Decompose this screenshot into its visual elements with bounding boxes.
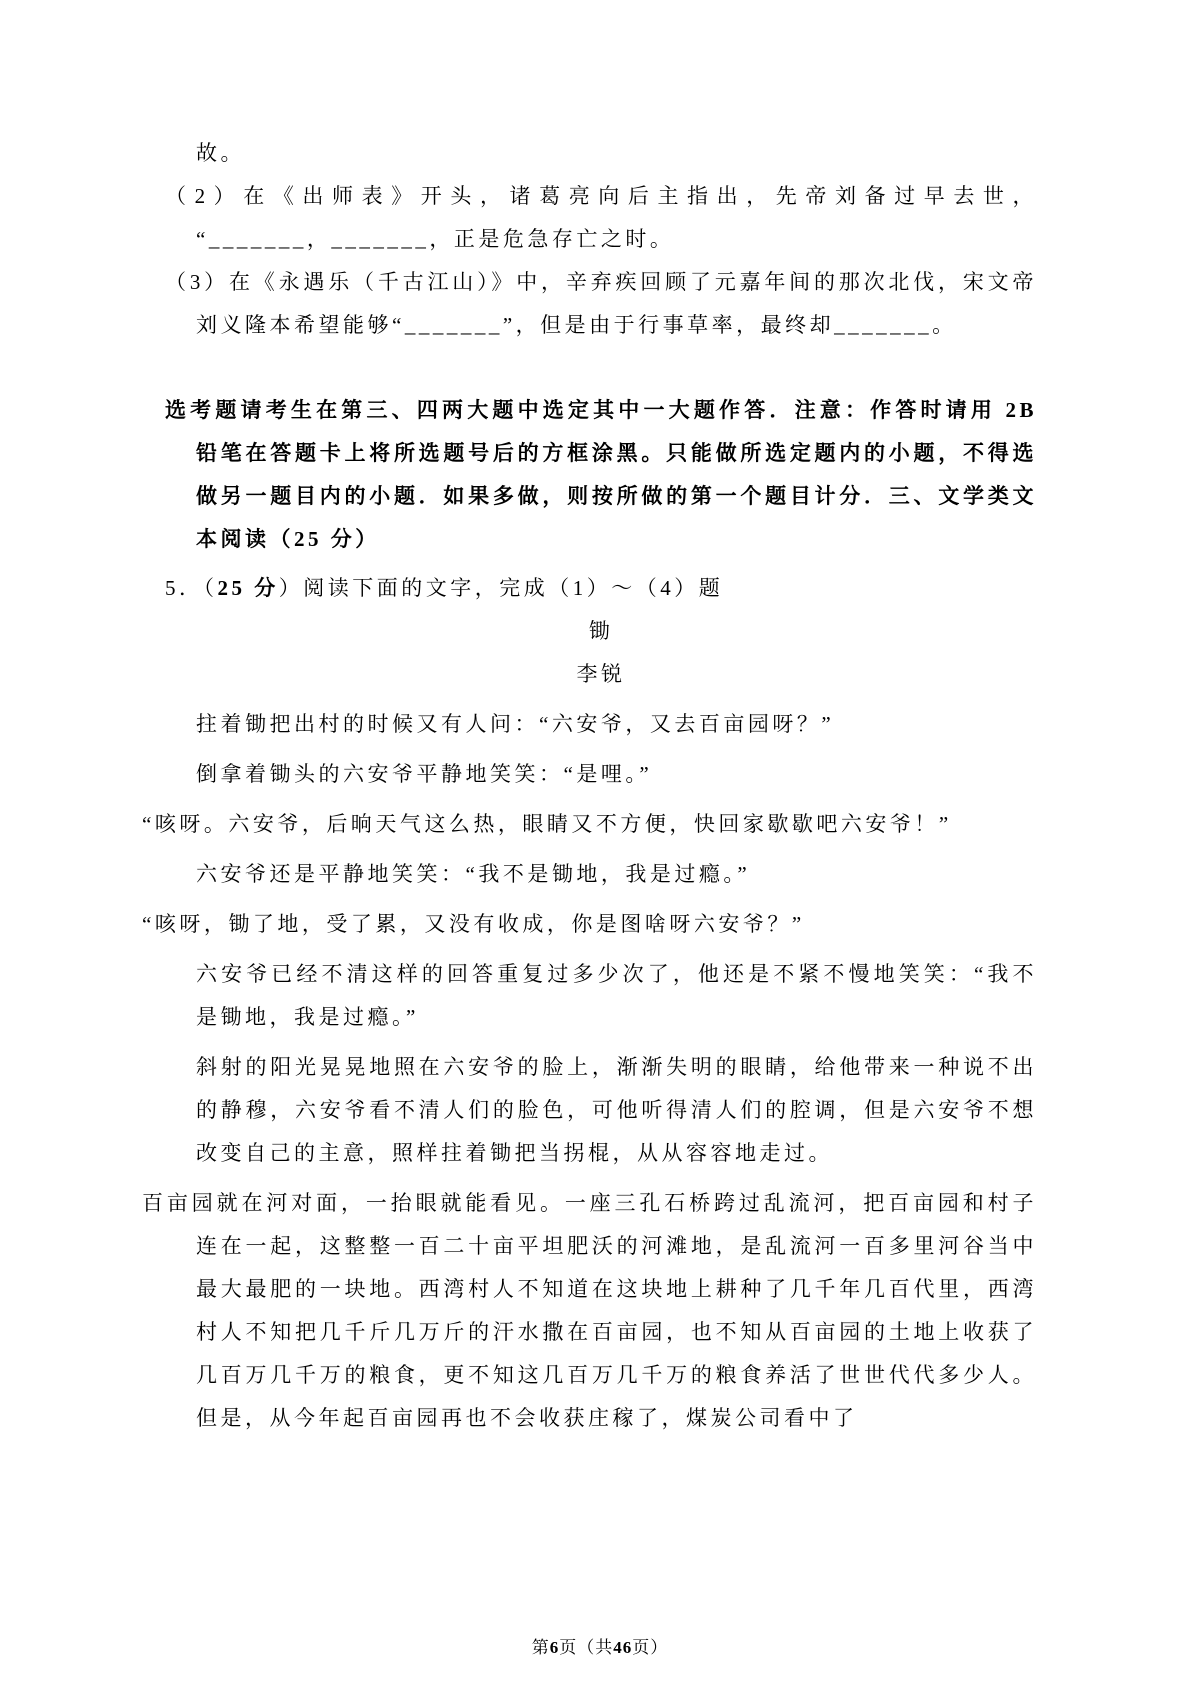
story-paragraph: 斜射的阳光晃晃地照在六安爷的脸上，渐渐失明的眼睛，给他带来一种说不出的静穆，六安爷看不清人们的脸色，可他听得清人们的腔调，但是六安爷不想改变自己的主意，照样拄着锄把当拐棍，从从容容地走过。 xyxy=(196,1055,1037,1165)
question-5-number: 5．（ xyxy=(165,576,218,600)
footer-text: 第 xyxy=(531,1638,550,1657)
story-paragraph: “咳呀，锄了地，受了累，又没有收成，你是图啥呀六安爷？” xyxy=(142,912,805,936)
question-5-points: 25 分 xyxy=(217,576,279,600)
previous-paragraph-tail: 故。 xyxy=(196,141,245,165)
fill-blank-item-2-line1: （2）在《出师表》开头，诸葛亮向后主指出，先帝刘备过早去世， xyxy=(165,184,1037,208)
story-body xyxy=(142,703,1037,1440)
story-paragraph: “咳呀。六安爷，后晌天气这么热，眼睛又不方便，快回家歇歇吧六安爷！” xyxy=(142,812,952,836)
story-paragraph: 六安爷还是平静地笑笑：“我不是锄地，我是过瘾。” xyxy=(196,862,751,886)
footer-text: 页） xyxy=(632,1638,669,1657)
story-paragraph: 倒拿着锄头的六安爷平静地笑笑：“是哩。” xyxy=(196,762,653,786)
page-footer xyxy=(0,1633,1200,1658)
story-author: 李锐 xyxy=(576,662,626,686)
optional-question-notice: 选考题请考生在第三、四两大题中选定其中一大题作答．注意：作答时请用 2B 铅笔在答题卡上将所选题号后的方框涂黑。只能做所选定题内的小题，不得选做另一题目内的小题．如果多做，则按所做的第一个题目计分．三、文学类文本阅读（25 分） xyxy=(165,398,1037,551)
fill-blank-item-2 xyxy=(165,175,1037,261)
footer-text: 页（共 xyxy=(559,1638,614,1657)
story-paragraph: 百亩园就在河对面，一抬眼就能看见。一座三孔石桥跨过乱流河，把百亩园和村子连在一起，这整整一百二十亩平坦肥沃的河滩地，是乱流河一百多里河谷当中最大最肥的一块地。西湾村人不知道在这块地上耕种了几千年几百代里，西湾村人不知把几千斤几万斤的汗水撒在百亩园，也不知从百亩园的土地上收获了几百万几千万的粮食，更不知这几百万几千万的粮食养活了世世代代多少人。但是，从今年起百亩园再也不会收获庄稼了，煤炭公司看中了 xyxy=(142,1191,1037,1430)
story-paragraph: 拄着锄把出村的时候又有人问：“六安爷，又去百亩园呀？” xyxy=(196,712,835,736)
fill-blank-item-2-line2: “_______，_______，正是危急存亡之时。 xyxy=(196,227,675,251)
story-title: 锄 xyxy=(588,619,614,643)
question-5-stem xyxy=(165,567,1037,610)
page-content xyxy=(142,132,1037,1440)
story-paragraph: 六安爷已经不清这样的回答重复过多少次了，他还是不紧不慢地笑笑：“我不是锄地，我是过瘾。” xyxy=(196,962,1037,1029)
fill-blank-item-3: （3）在《永遇乐（千古江山）》中，辛弃疾回顾了元嘉年间的那次北伐，宋文帝刘义隆本希望能够“_______”，但是由于行事草率，最终却_______。 xyxy=(165,270,1037,337)
footer-total-pages: 46 xyxy=(613,1638,633,1657)
footer-page-number: 6 xyxy=(549,1638,560,1657)
question-5-text: ）阅读下面的文字，完成（1）～（4）题 xyxy=(278,576,724,600)
